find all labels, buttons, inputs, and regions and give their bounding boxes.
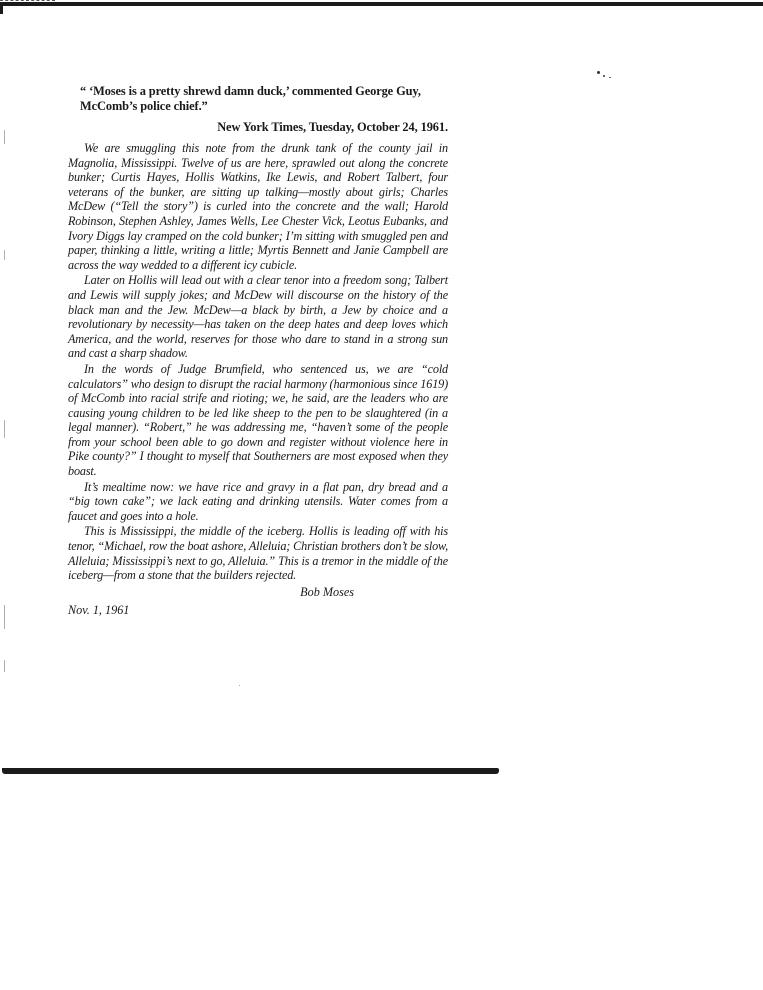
paragraph: It’s mealtime now: we have rice and gravy in a flat pan, dry bread and a “big town cake”; we lack eating and drinking utensils. Water comes from a faucet and goes into a hole. bbox=[68, 479, 448, 523]
scan-edge-mark bbox=[4, 660, 5, 672]
scan-speck bbox=[609, 77, 611, 78]
scan-border-bottom bbox=[2, 768, 499, 774]
scan-speck bbox=[597, 71, 600, 74]
paragraph: In the words of Judge Brumfield, who sentenced us, we are “cold calculators” who design to disrupt the racial harmony (harmonious since 1619) of McComb into racial strife and rioting; we, he said, are the leaders who are causing young children to be led like sheep to the pen to be slaughtered (in a legal manner). “Robert,” he was addressing me, “haven’t some of the people from your school been able to go down and register without violence here in Pike county?” I thought to myself that Southerners are most exposed when they boast. bbox=[68, 361, 448, 479]
scan-edge-mark bbox=[4, 250, 5, 260]
scan-border-top bbox=[0, 2, 763, 6]
epigraph-quote: “ ‘Moses is a pretty shrewd damn duck,’ commented George Guy, McComb’s police chief.” bbox=[80, 84, 421, 113]
paragraph: Later on Hollis will lead out with a clear tenor into a freedom song; Talbert and Lewis will supply jokes; and McDew will discourse on the history of the black man and the Jew. McDew—a black by birth, a Jew by choice and a revolutionary by necessity—has taken on the deep hates and deep loves which America, and the world, reserves for those who dare to stand in a strong sun and cast a sharp shadow. bbox=[68, 273, 448, 361]
scan-border-left bbox=[0, 2, 3, 14]
scan-edge-mark bbox=[4, 605, 5, 629]
paragraph: This is Mississippi, the middle of the iceberg. Hollis is leading off with his tenor, “Michael, row the boat ashore, Alleluia; Christian brothers don’t be slow, Alleluia; Mississippi’s next to go, Alleluia.” This is a tremor in the middle of the iceberg—from a stone that the builders rejected. bbox=[68, 524, 448, 583]
scan-edge-mark bbox=[4, 130, 5, 144]
signature: Bob Moses bbox=[300, 584, 354, 599]
letter-date: Nov. 1, 1961 bbox=[68, 602, 130, 617]
document-body bbox=[68, 84, 448, 618]
scan-speck bbox=[239, 685, 240, 686]
source-citation: New York Times, Tuesday, October 24, 1961. bbox=[217, 120, 448, 134]
scan-speck bbox=[603, 75, 605, 77]
scan-edge-mark bbox=[4, 420, 5, 438]
paragraph: We are smuggling this note from the drunk tank of the county jail in Magnolia, Mississippi. Twelve of us are here, sprawled out along the concrete bunker; Curtis Hayes, Hollis Watkins, Ike Lewis, and Robert Talbert, four veterans of the bunker, are sitting up talking—mostly about girls; Charles McDew (“Tell the story”) is curled into the concrete and the wall; Harold Robinson, Stephen Ashley, James Wells, Lee Chester Vick, Leotus Eubanks, and Ivory Diggs lay cramped on the cold bunker; I’m sitting with smuggled pen and paper, thinking a little, writing a little; Myrtis Bennett and Janie Campbell are across the way wedded to a different icy cubicle. bbox=[68, 141, 448, 272]
